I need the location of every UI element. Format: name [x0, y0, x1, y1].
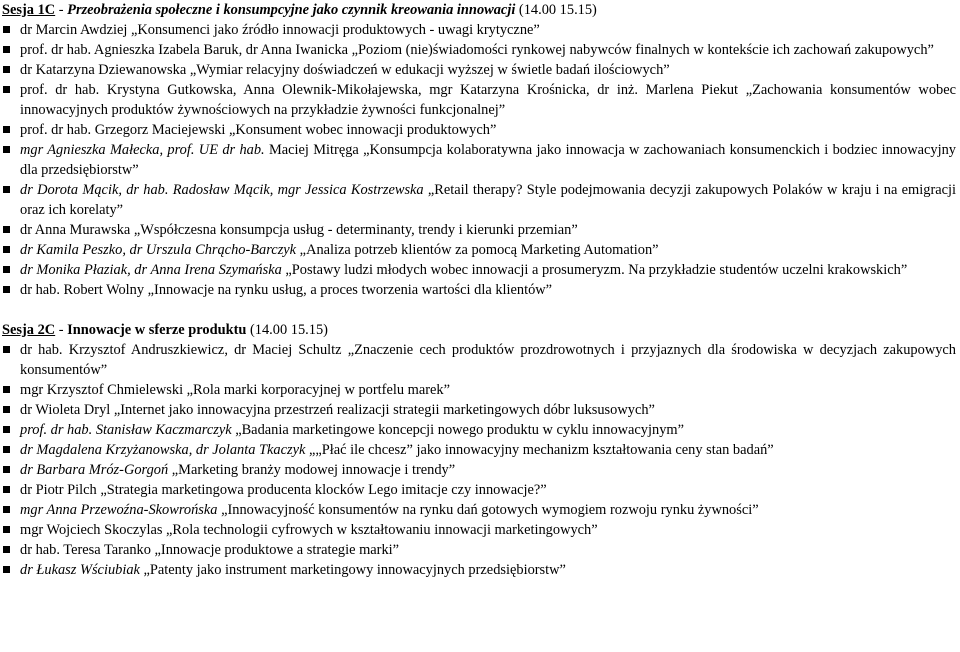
item-text: prof. dr hab. Grzegorz Maciejewski „Konsument wobec innowacji produktowych”	[20, 122, 497, 138]
session-separator: -	[55, 2, 68, 18]
item-text: Maciej Mitręga „Konsumpcja kolaboratywna jako innowacja w zachowaniach konsumenckich i bodziec innowacyjny dla przedsiębiorstw”	[20, 142, 956, 178]
list-item	[0, 460, 960, 480]
session-1c-list	[0, 20, 960, 300]
square-bullet-icon	[3, 86, 10, 93]
list-item	[0, 80, 960, 120]
item-authors-italic: dr Magdalena Krzyżanowska, dr Jolanta Tkaczyk	[20, 442, 306, 458]
item-authors-italic: dr Łukasz Wściubiak	[20, 562, 140, 578]
square-bullet-icon	[3, 486, 10, 493]
item-text: dr Piotr Pilch „Strategia marketingowa producenta klocków Lego imitacje czy innowacje?”	[20, 482, 547, 498]
item-text: dr Katarzyna Dziewanowska „Wymiar relacyjny doświadczeń w edukacji wyższej w świetle badań ilościowych”	[20, 62, 670, 78]
list-item	[0, 440, 960, 460]
item-text: „Postawy ludzi młodych wobec innowacji a prosumeryzm. Na przykładzie studentów uczelni krakowskich”	[281, 262, 908, 278]
square-bullet-icon	[3, 146, 10, 153]
item-text: dr hab. Teresa Taranko „Innowacje produktowe a strategie marki”	[20, 542, 400, 558]
square-bullet-icon	[3, 446, 10, 453]
list-item	[0, 400, 960, 420]
item-text: „Patenty jako instrument marketingowy innowacyjnych przedsiębiorstw”	[139, 562, 566, 578]
list-item	[0, 60, 960, 80]
item-text: dr Marcin Awdziej „Konsumenci jako źródło innowacji produktowych - uwagi krytyczne”	[20, 22, 540, 38]
item-text: dr hab. Krzysztof Andruszkiewicz, dr Maciej Schultz „Znaczenie cech produktów prozdrowotnych i przyjaznych dla środowiska w decyzjach zakupowych konsumentów”	[20, 342, 956, 378]
list-item	[0, 500, 960, 520]
item-text: „Marketing branży modowej innowacje i trendy”	[168, 462, 456, 478]
item-text: mgr Wojciech Skoczylas „Rola technologii cyfrowych w kształtowaniu innowacji marketingowych”	[20, 522, 598, 538]
item-authors-italic: dr Monika Płaziak, dr Anna Irena Szymańska	[20, 262, 282, 278]
list-item	[0, 520, 960, 540]
list-item	[0, 560, 960, 580]
square-bullet-icon	[3, 286, 10, 293]
list-item	[0, 480, 960, 500]
square-bullet-icon	[3, 566, 10, 573]
square-bullet-icon	[3, 66, 10, 73]
item-text: „Analiza potrzeb klientów za pomocą Marketing Automation”	[296, 242, 659, 258]
list-item	[0, 380, 960, 400]
square-bullet-icon	[3, 186, 10, 193]
item-authors-italic: dr Kamila Peszko, dr Urszula Chrącho-Barczyk	[20, 242, 297, 258]
item-text: „Innowacyjność konsumentów na rynku dań gotowych wymogiem rozwoju rynku żywności”	[217, 502, 759, 518]
session-time: (14.00 15.15)	[515, 2, 597, 18]
session-title: Przeobrażenia społeczne i konsumpcyjne jako czynnik kreowania innowacji	[67, 2, 516, 18]
item-text: „Retail therapy? Style podejmowania decyzji zakupowych Polaków w kraju i na emigracji oraz ich korelaty”	[20, 182, 957, 218]
session-label: Sesja 1C	[2, 2, 56, 18]
item-authors-italic: dr Dorota Mącik, dr hab. Radosław Mącik, mgr Jessica Kostrzewska	[20, 182, 424, 198]
square-bullet-icon	[3, 226, 10, 233]
list-item	[0, 420, 960, 440]
list-item	[0, 40, 960, 60]
item-text: „„Płać ile chcesz” jako innowacyjny mechanizm kształtowania ceny stan badań”	[305, 442, 774, 458]
item-text: mgr Krzysztof Chmielewski „Rola marki korporacyjnej w portfelu marek”	[20, 382, 450, 398]
item-text: dr hab. Robert Wolny „Innowacje na rynku usług, a proces tworzenia wartości dla klientów”	[20, 282, 553, 298]
item-authors-italic: prof. dr hab. Stanisław Kaczmarczyk	[20, 422, 232, 438]
list-item	[0, 540, 960, 560]
item-authors-italic: mgr Anna Przewoźna-Skowrońska	[20, 502, 218, 518]
session-time: (14.00 15.15)	[246, 322, 328, 338]
square-bullet-icon	[3, 126, 10, 133]
list-item	[0, 260, 960, 280]
section-spacer	[0, 300, 960, 320]
square-bullet-icon	[3, 426, 10, 433]
list-item	[0, 20, 960, 40]
item-authors-italic: mgr Agnieszka Małecka, prof. UE dr hab.	[20, 142, 265, 158]
item-text: „Badania marketingowe koncepcji nowego produktu w cyklu innowacyjnym”	[231, 422, 684, 438]
list-item	[0, 240, 960, 260]
square-bullet-icon	[3, 246, 10, 253]
square-bullet-icon	[3, 526, 10, 533]
square-bullet-icon	[3, 466, 10, 473]
list-item	[0, 340, 960, 380]
list-item	[0, 120, 960, 140]
session-1c-heading	[0, 0, 960, 20]
item-authors: prof. dr hab. Krystyna Gutkowska, Anna Olewnik-Mikołajewska, mgr Katarzyna Krośnicka, dr inż.	[20, 82, 639, 98]
square-bullet-icon	[3, 506, 10, 513]
square-bullet-icon	[3, 266, 10, 273]
session-label: Sesja 2C	[2, 322, 56, 338]
square-bullet-icon	[3, 26, 10, 33]
square-bullet-icon	[3, 546, 10, 553]
square-bullet-icon	[3, 406, 10, 413]
list-item	[0, 140, 960, 180]
session-title: Innowacje w sferze produktu	[67, 322, 247, 338]
list-item	[0, 220, 960, 240]
item-authors-italic: dr Barbara Mróz-Gorgoń	[20, 462, 169, 478]
item-text: prof. dr hab. Agnieszka Izabela Baruk, dr Anna Iwanicka „Poziom (nie)świadomości rynkowej nabywców finalnych w kontekście ich zachowań zakupowych”	[20, 42, 934, 58]
session-separator: -	[55, 322, 68, 338]
square-bullet-icon	[3, 386, 10, 393]
item-text: Marlena Piekut „Zachowania konsumentów wobec innowacyjnych produktów żywnościowych na przykładzie żywności funkcjonalnej”	[20, 82, 956, 118]
list-item	[0, 180, 960, 220]
session-2c-heading	[0, 320, 960, 340]
item-text: dr Anna Murawska „Współczesna konsumpcja usług - determinanty, trendy i kierunki przemian”	[20, 222, 578, 238]
square-bullet-icon	[3, 46, 10, 53]
square-bullet-icon	[3, 346, 10, 353]
session-2c-list	[0, 340, 960, 580]
list-item	[0, 280, 960, 300]
item-text: dr Wioleta Dryl „Internet jako innowacyjna przestrzeń realizacji strategii marketingowych dóbr luksusowych”	[20, 402, 655, 418]
